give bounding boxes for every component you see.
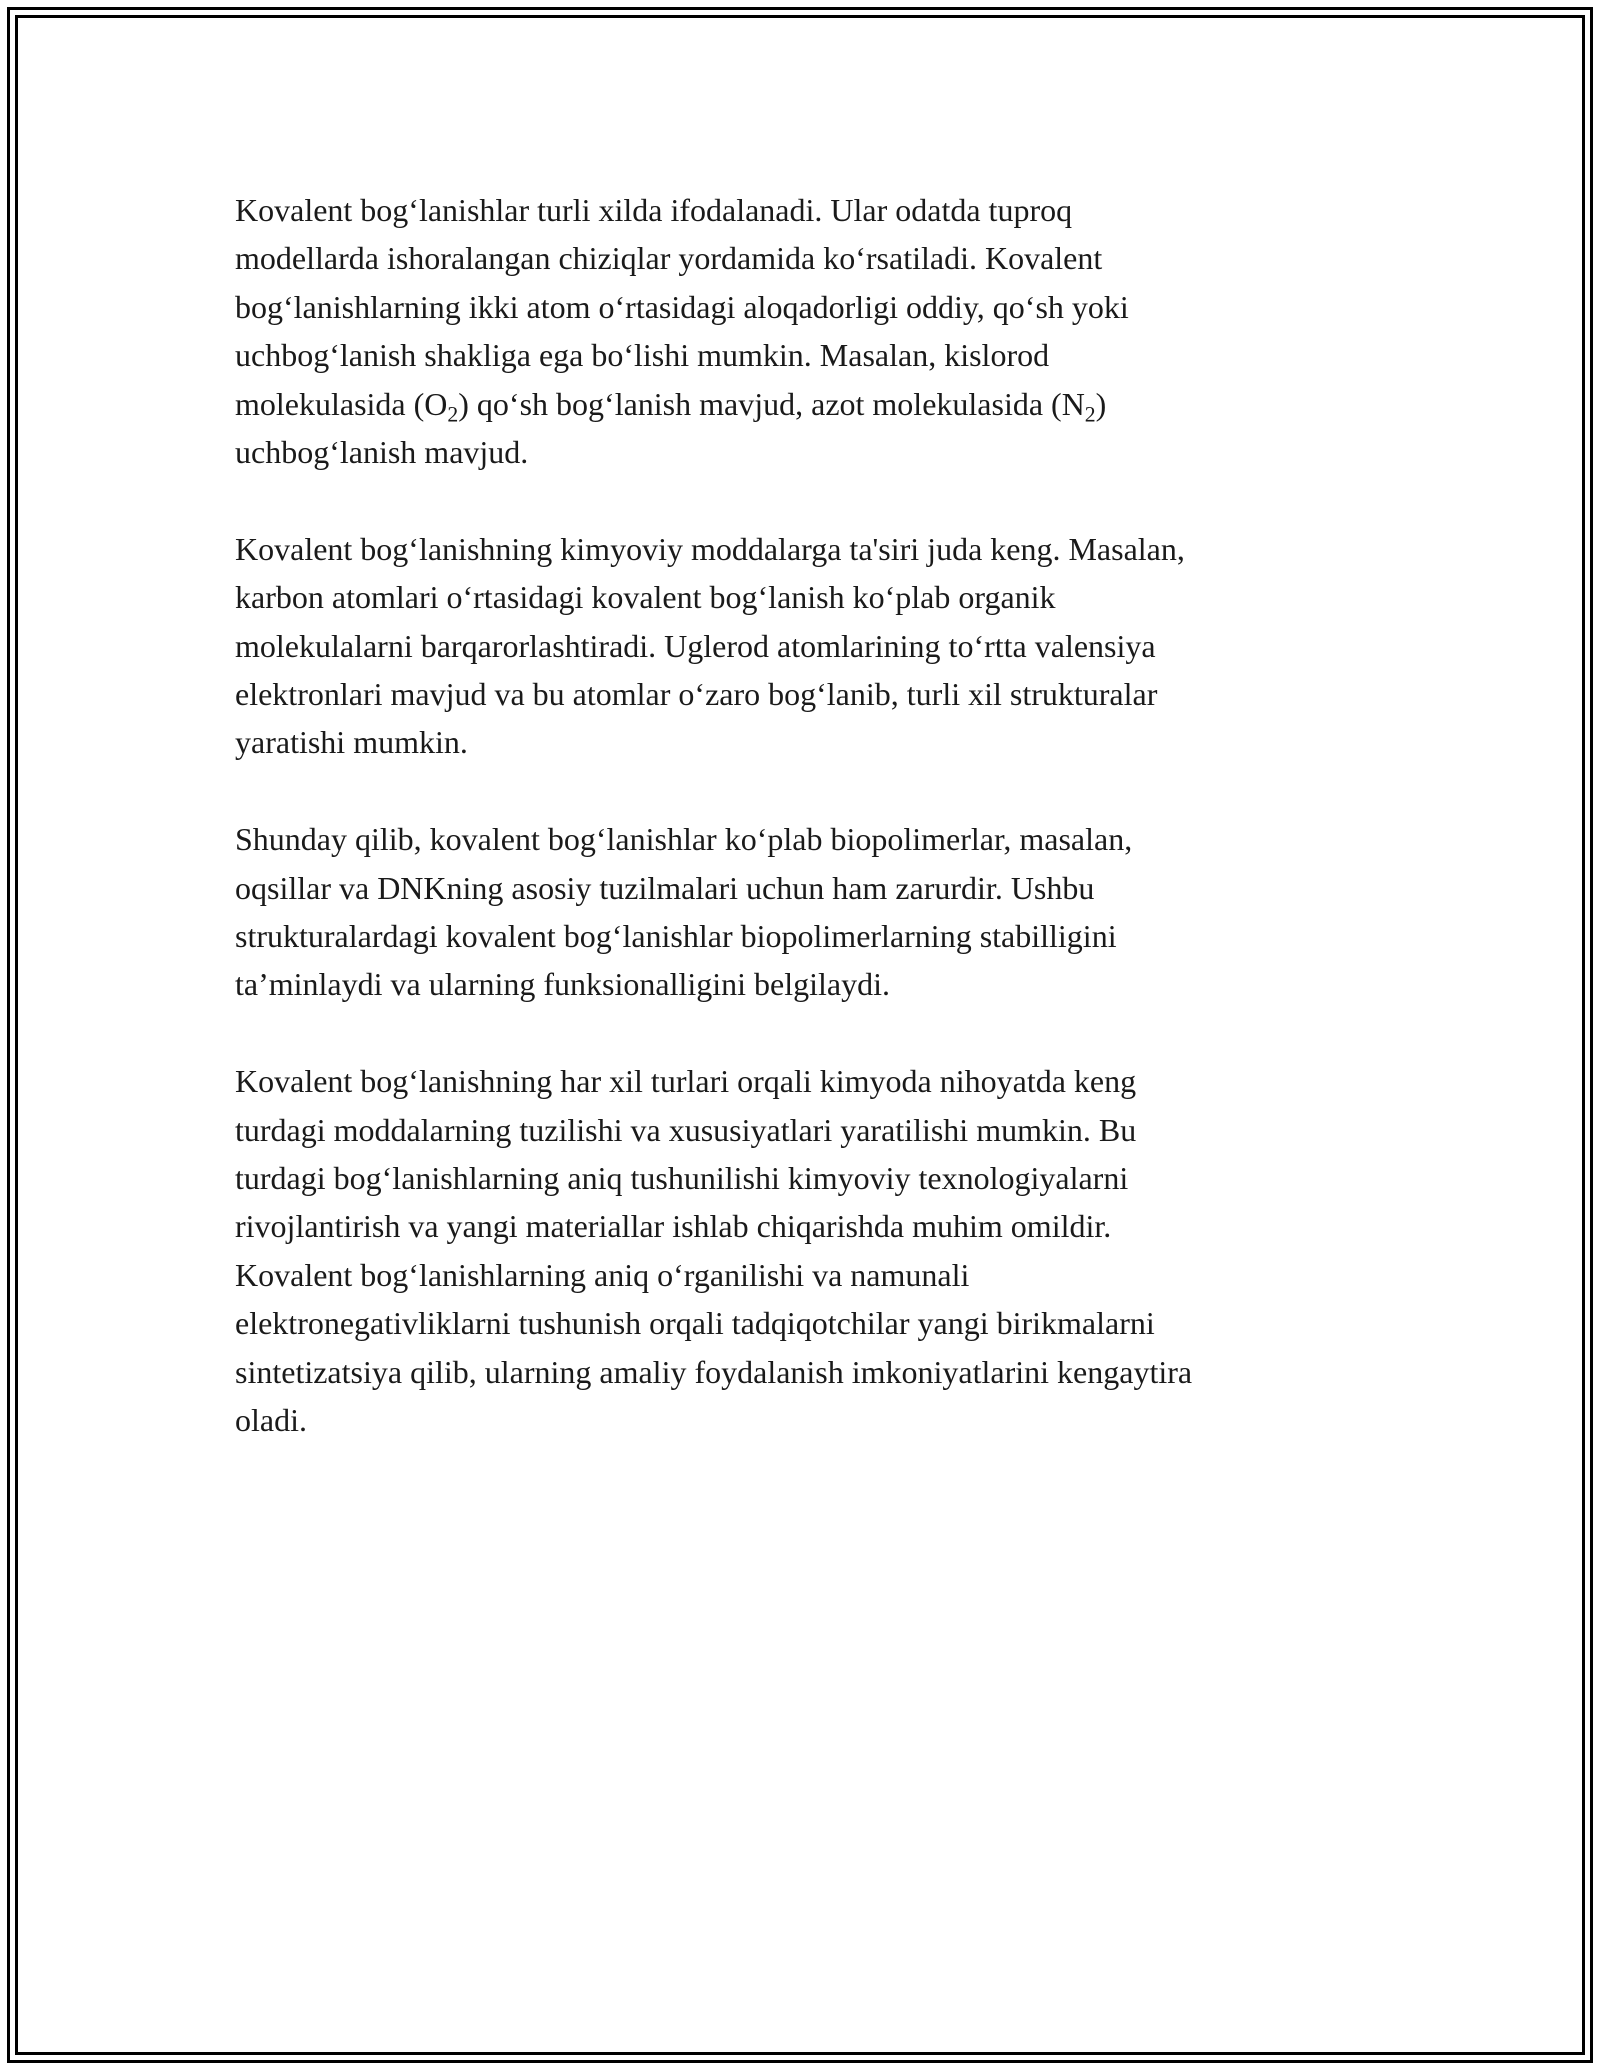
text-line: Kovalent bog‘lanishlar turli xilda ifodalanadi. Ular odatda tuproq bbox=[235, 192, 1073, 228]
text-line: uchbog‘lanish shakliga ega bo‘lishi mumkin. Masalan, kislorod bbox=[235, 337, 1050, 374]
paragraph-2 bbox=[235, 525, 1355, 767]
paragraph-4 bbox=[235, 1057, 1355, 1444]
text-line: Kovalent bog‘lanishlarning aniq o‘rganilishi va namunali bbox=[235, 1256, 970, 1293]
text-line: elektronlari mavjud va bu atomlar o‘zaro bog‘lanib, turli xil strukturalar bbox=[235, 676, 1158, 713]
text-line: uchbog‘lanish mavjud. bbox=[235, 434, 529, 471]
formula-text: ) qo‘sh bog‘lanish mavjud, azot molekulasida (N bbox=[458, 385, 1085, 422]
text-line: Shunday qilib, kovalent bog‘lanishlar ko‘plab biopolimerlar, masalan, bbox=[235, 821, 1133, 858]
text-line: ta’minlaydi va ularning funksionalligini belgilaydi. bbox=[235, 966, 890, 1003]
paragraph-1 bbox=[235, 186, 1355, 476]
text-line: rivojlantirish va yangi materiallar ishlab chiqarishda muhim omildir. bbox=[235, 1208, 1112, 1245]
text-line: turdagi moddalarning tuzilishi va xususiyatlari yaratilishi mumkin. Bu bbox=[235, 1111, 1137, 1148]
text-line: Kovalent bog‘lanishning kimyoviy moddalarga ta'siri juda keng. Masalan, bbox=[235, 530, 1185, 567]
text-line: bog‘lanishlarning ikki atom o‘rtasidagi aloqadorligi oddiy, qo‘sh yoki bbox=[235, 288, 1129, 325]
text-line: sintetizatsiya qilib, ularning amaliy foydalanish imkoniyatlarini kengaytira bbox=[235, 1353, 1193, 1390]
text-line: karbon atomlari o‘rtasidagi kovalent bog‘lanish ko‘plab organik bbox=[235, 579, 1056, 616]
text-line: elektronegativliklarni tushunish orqali tadqiqotchilar yangi birikmalarni bbox=[235, 1305, 1155, 1342]
text-line: turdagi bog‘lanishlarning aniq tushunilishi kimyoviy texnologiyalarni bbox=[235, 1160, 1129, 1197]
text-line: molekulalarni barqarorlashtiradi. Uglerod atomlarining to‘rtta valensiya bbox=[235, 627, 1156, 664]
nitrogen-subscript: 2 bbox=[1084, 402, 1096, 427]
formula-text: molekulasida (O bbox=[235, 385, 448, 422]
oxygen-subscript: 2 bbox=[447, 402, 459, 427]
text-line: oladi. bbox=[235, 1402, 307, 1439]
text-line: oqsillar va DNKning asosiy tuzilmalari uchun ham zarurdir. Ushbu bbox=[235, 869, 1095, 906]
text-line: Kovalent bog‘lanishning har xil turlari orqali kimyoda nihoyatda keng bbox=[235, 1063, 1137, 1100]
paragraph-3 bbox=[235, 815, 1355, 1009]
text-line: yaratishi mumkin. bbox=[235, 724, 468, 761]
text-line: strukturalardagi kovalent bog‘lanishlar biopolimerlarning stabilligini bbox=[235, 918, 1117, 955]
formula-line bbox=[235, 380, 1355, 428]
formula-text: ) bbox=[1095, 385, 1107, 422]
document-body bbox=[235, 186, 1355, 1445]
text-line: modellarda ishoralangan chiziqlar yordamida ko‘rsatiladi. Kovalent bbox=[235, 240, 1103, 277]
